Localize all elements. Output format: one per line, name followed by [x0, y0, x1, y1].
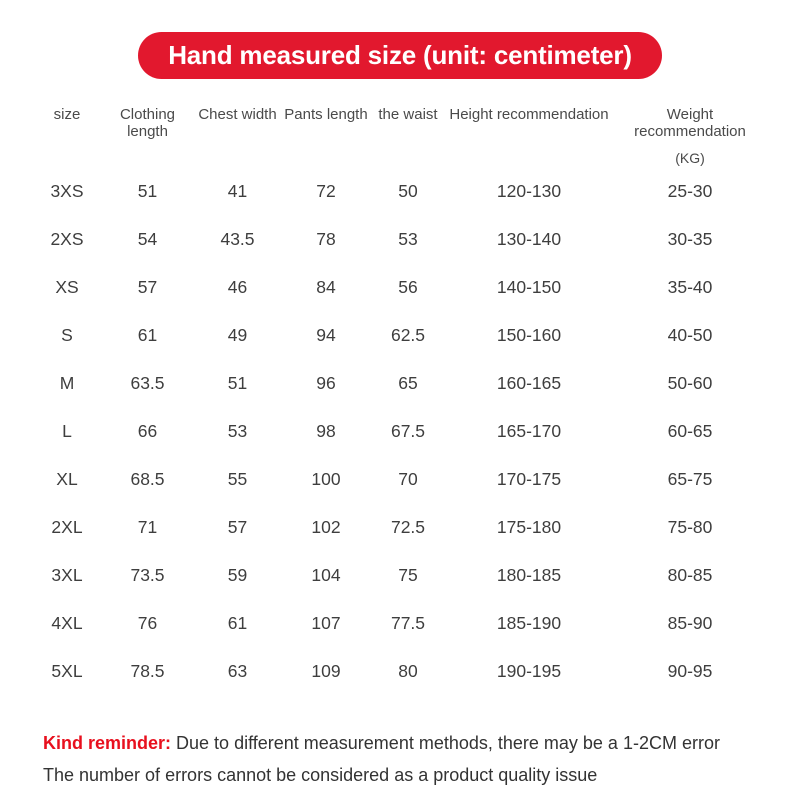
table-cell: 109: [311, 660, 341, 681]
reminder-line1: [43, 727, 800, 759]
weight-unit-kg-note: (KG): [675, 150, 705, 166]
table-cell: 61: [137, 324, 158, 345]
table-cell: 102: [311, 516, 341, 537]
table-cell: 68.5: [130, 468, 165, 489]
table-row: [30, 407, 770, 455]
table-cell: 72.5: [390, 516, 426, 537]
table-cell: 25-30: [667, 180, 713, 201]
size-label: XL: [56, 468, 78, 489]
table-cell: 51: [137, 180, 158, 201]
table-cell: 107: [311, 612, 341, 633]
table-cell: 165-170: [496, 420, 562, 441]
table-cell: 30-35: [667, 228, 713, 249]
table-cell: 94: [316, 324, 336, 345]
table-cell: 57: [137, 276, 158, 297]
table-cell: 150-160: [496, 324, 562, 345]
column-header-label: Height recommendation: [449, 106, 609, 123]
table-row: [30, 359, 770, 407]
reminder-line2: The number of errors cannot be considered as a product quality issue: [43, 765, 598, 785]
table-cell: 57: [227, 516, 248, 537]
table-cell: 63: [227, 660, 248, 681]
size-label: S: [61, 324, 73, 345]
table-cell: 170-175: [496, 468, 562, 489]
table-cell: 130-140: [496, 228, 562, 249]
table-cell: 175-180: [496, 516, 562, 537]
table-cell: 66: [137, 420, 158, 441]
column-header: [30, 106, 104, 167]
table-row: [30, 455, 770, 503]
table-cell: 96: [316, 372, 336, 393]
table-cell: 53: [227, 420, 248, 441]
table-cell: 85-90: [667, 612, 713, 633]
table-cell: 65-75: [667, 468, 713, 489]
column-header-label: Weight recommendation: [634, 106, 746, 140]
size-label: 5XL: [51, 660, 83, 681]
table-cell: 98: [316, 420, 336, 441]
table-row: [30, 503, 770, 551]
column-header-label: the waist: [378, 106, 438, 123]
column-header-label: Chest width: [198, 106, 277, 123]
column-header: [104, 106, 191, 167]
table-cell: 84: [316, 276, 336, 297]
kind-reminder-note: [43, 727, 800, 791]
table-cell: 40-50: [667, 324, 713, 345]
table-cell: 75-80: [667, 516, 713, 537]
size-label: XS: [55, 276, 79, 297]
table-cell: 76: [137, 612, 158, 633]
table-cell: 160-165: [496, 372, 562, 393]
title-banner-wrap: [0, 0, 800, 79]
table-cell: 185-190: [496, 612, 562, 633]
table-cell: 43.5: [220, 228, 255, 249]
table-cell: 71: [137, 516, 158, 537]
table-cell: 35-40: [667, 276, 713, 297]
table-row: [30, 551, 770, 599]
table-cell: 49: [227, 324, 248, 345]
column-header: [284, 106, 368, 167]
table-cell: 63.5: [130, 372, 165, 393]
table-header-row: [30, 106, 770, 167]
table-row: [30, 311, 770, 359]
table-cell: 78: [316, 228, 336, 249]
size-label: 3XS: [50, 180, 84, 201]
table-row: [30, 263, 770, 311]
table-cell: 77.5: [390, 612, 426, 633]
table-cell: 78.5: [130, 660, 165, 681]
size-label: 3XL: [51, 564, 83, 585]
table-cell: 80: [398, 660, 418, 681]
table-cell: 59: [227, 564, 248, 585]
table-cell: 41: [227, 180, 248, 201]
table-cell: 55: [227, 468, 248, 489]
table-cell: 50-60: [667, 372, 713, 393]
size-label: L: [62, 420, 72, 441]
table-row: [30, 599, 770, 647]
column-header-label: Clothing length: [119, 106, 176, 140]
table-row: [30, 647, 770, 695]
table-cell: 80-85: [667, 564, 713, 585]
table-cell: 120-130: [496, 180, 562, 201]
table-cell: 72: [316, 180, 336, 201]
table-cell: 90-95: [667, 660, 713, 681]
table-row: [30, 215, 770, 263]
table-cell: 75: [398, 564, 418, 585]
table-body: [30, 167, 770, 695]
table-cell: 51: [227, 372, 248, 393]
table-cell: 54: [137, 228, 158, 249]
column-header-label: size: [53, 106, 81, 123]
table-cell: 70: [398, 468, 418, 489]
table-cell: 46: [227, 276, 248, 297]
table-cell: 50: [398, 180, 418, 201]
table-cell: 140-150: [496, 276, 562, 297]
table-cell: 62.5: [390, 324, 426, 345]
title-banner: [138, 32, 662, 79]
table-row: [30, 167, 770, 215]
table-cell: 56: [398, 276, 418, 297]
table-cell: 180-185: [496, 564, 562, 585]
column-header: [368, 106, 448, 167]
column-header-label: Pants length: [284, 106, 368, 123]
size-label: 4XL: [51, 612, 83, 633]
column-header: [448, 106, 610, 167]
page-title: Hand measured size (unit: centimeter): [168, 40, 632, 70]
size-table: [30, 106, 770, 695]
table-cell: 60-65: [667, 420, 713, 441]
size-label: 2XL: [51, 516, 83, 537]
size-label: M: [59, 372, 75, 393]
table-cell: 53: [398, 228, 418, 249]
table-cell: 67.5: [390, 420, 426, 441]
table-cell: 65: [398, 372, 418, 393]
table-cell: 73.5: [130, 564, 165, 585]
column-header: [610, 106, 770, 167]
reminder-label: Kind reminder:: [43, 733, 172, 753]
table-cell: 104: [311, 564, 341, 585]
table-cell: 190-195: [496, 660, 562, 681]
reminder-line1-text: Due to different measurement methods, there may be a 1-2CM error: [176, 733, 720, 753]
size-label: 2XS: [50, 228, 84, 249]
table-cell: 61: [227, 612, 248, 633]
table-cell: 100: [311, 468, 341, 489]
column-header: [191, 106, 284, 167]
